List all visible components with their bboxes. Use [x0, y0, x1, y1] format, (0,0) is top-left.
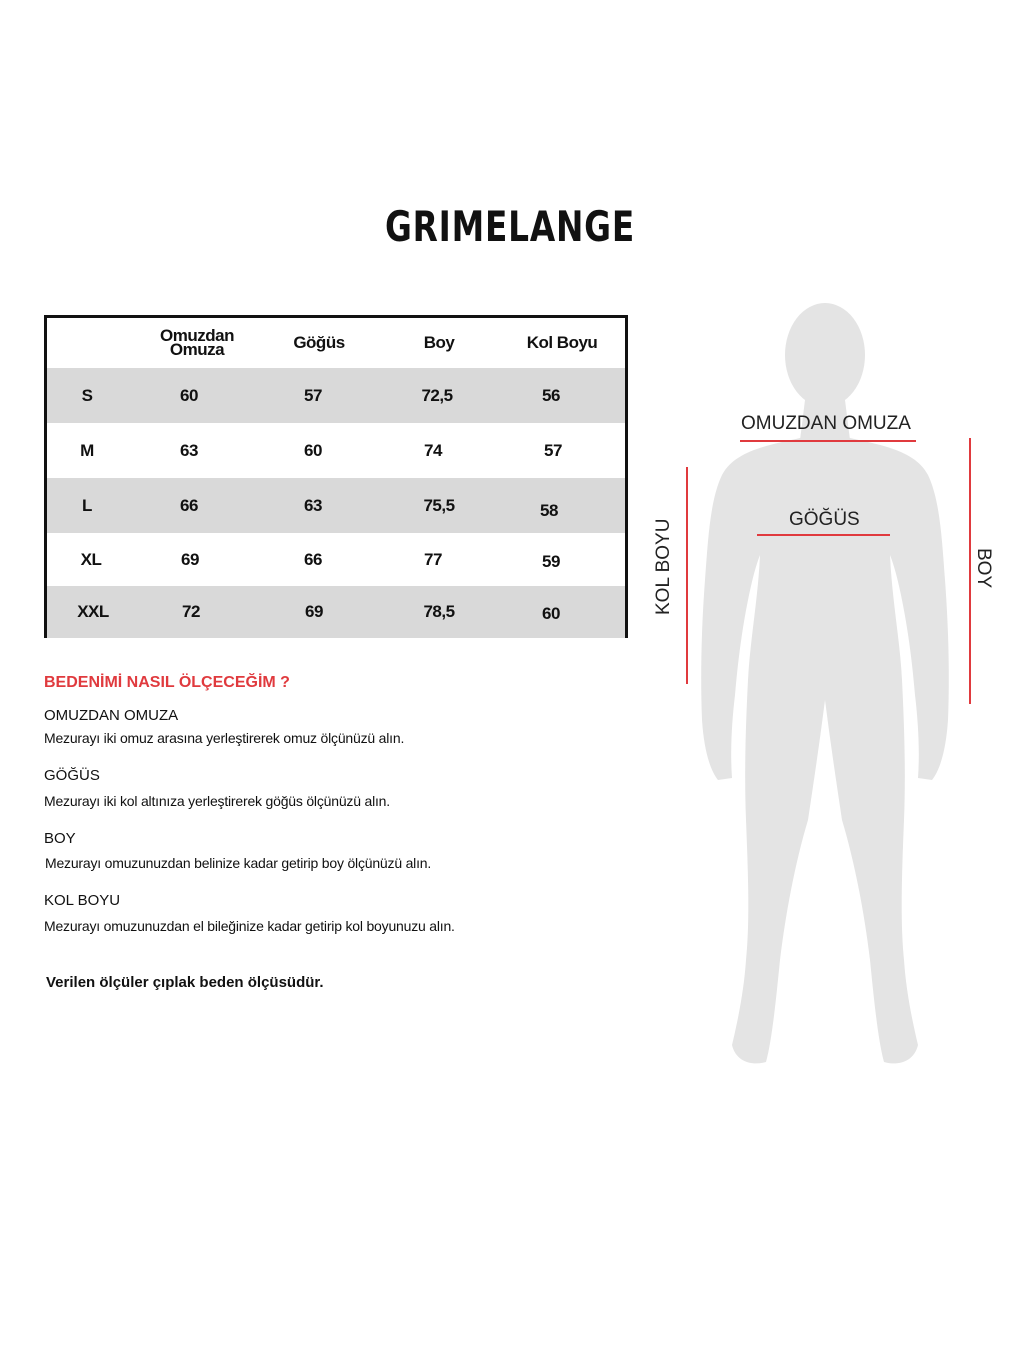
gogus-cell: 69	[305, 602, 323, 621]
table-row	[47, 423, 625, 478]
section-text-chest: Mezurayı iki kol altınıza yerleştirerek göğüs ölçünüzü alın.	[44, 793, 390, 809]
omuz-cell: 60	[180, 385, 198, 405]
gogus-cell: 63	[304, 495, 322, 515]
header-boy: Boy	[423, 333, 455, 352]
omuz-cell: 66	[180, 495, 198, 515]
section-text-length: Mezurayı omuzunuzdan belinize kadar getirip boy ölçünüzü alın.	[45, 855, 432, 871]
section-title-length: BOY	[44, 830, 76, 847]
table-row	[47, 586, 625, 638]
size-cell: L	[82, 495, 92, 515]
header-omuzdan-line2: Omuza	[169, 340, 225, 359]
header-kol-boyu: Kol Boyu	[526, 333, 598, 352]
body-figure	[640, 300, 1020, 1080]
kol-cell: 58	[540, 500, 558, 520]
boy-cell: 78,5	[423, 602, 455, 621]
gogus-cell: 60	[304, 440, 322, 460]
header-gogus: Göğüs	[293, 333, 345, 352]
table-row	[47, 533, 625, 586]
measurement-note: Verilen ölçüler çıplak beden ölçüsüdür.	[46, 974, 324, 991]
length-label: BOY	[973, 548, 994, 589]
table-row	[47, 368, 625, 423]
size-cell: M	[80, 440, 94, 460]
section-text-shoulder: Mezurayı iki omuz arasına yerleştirerek omuz ölçünüzü alın.	[44, 730, 405, 746]
header-omuzdan-line1: Omuzdan	[160, 326, 234, 345]
boy-cell: 75,5	[423, 495, 455, 515]
shoulder-label: OMUZDAN OMUZA	[741, 413, 911, 434]
section-title-shoulder: OMUZDAN OMUZA	[44, 707, 179, 724]
table-row	[47, 478, 625, 533]
gogus-cell: 57	[304, 385, 322, 405]
size-cell: S	[81, 385, 93, 405]
chest-label: GÖĞÜS	[789, 509, 860, 530]
omuz-cell: 69	[181, 549, 199, 569]
size-cell: XXL	[77, 602, 109, 621]
section-title-chest: GÖĞÜS	[44, 767, 100, 784]
header-omuzdan-omuza	[147, 318, 247, 368]
kol-cell: 57	[544, 440, 562, 460]
sleeve-label: KOL BOYU	[653, 518, 674, 615]
howto-title: BEDENİMİ NASIL ÖLÇECEĞİM ?	[44, 674, 290, 691]
omuz-cell: 72	[182, 602, 200, 621]
omuz-cell: 63	[180, 440, 198, 460]
boy-cell: 74	[424, 440, 442, 460]
brand-logo: GRIMELANGE	[384, 202, 635, 251]
section-text-sleeve: Mezurayı omuzunuzdan el bileğinize kadar getirip kol boyunuzu alın.	[44, 918, 455, 934]
size-table	[44, 315, 628, 638]
kol-cell: 56	[542, 385, 560, 405]
size-cell: XL	[80, 549, 102, 569]
gogus-cell: 66	[304, 549, 322, 569]
kol-cell: 60	[542, 604, 560, 623]
boy-cell: 77	[424, 549, 442, 569]
table-header	[47, 318, 625, 368]
kol-cell: 59	[542, 551, 560, 571]
boy-cell: 72,5	[421, 385, 453, 405]
section-title-sleeve: KOL BOYU	[44, 892, 121, 909]
